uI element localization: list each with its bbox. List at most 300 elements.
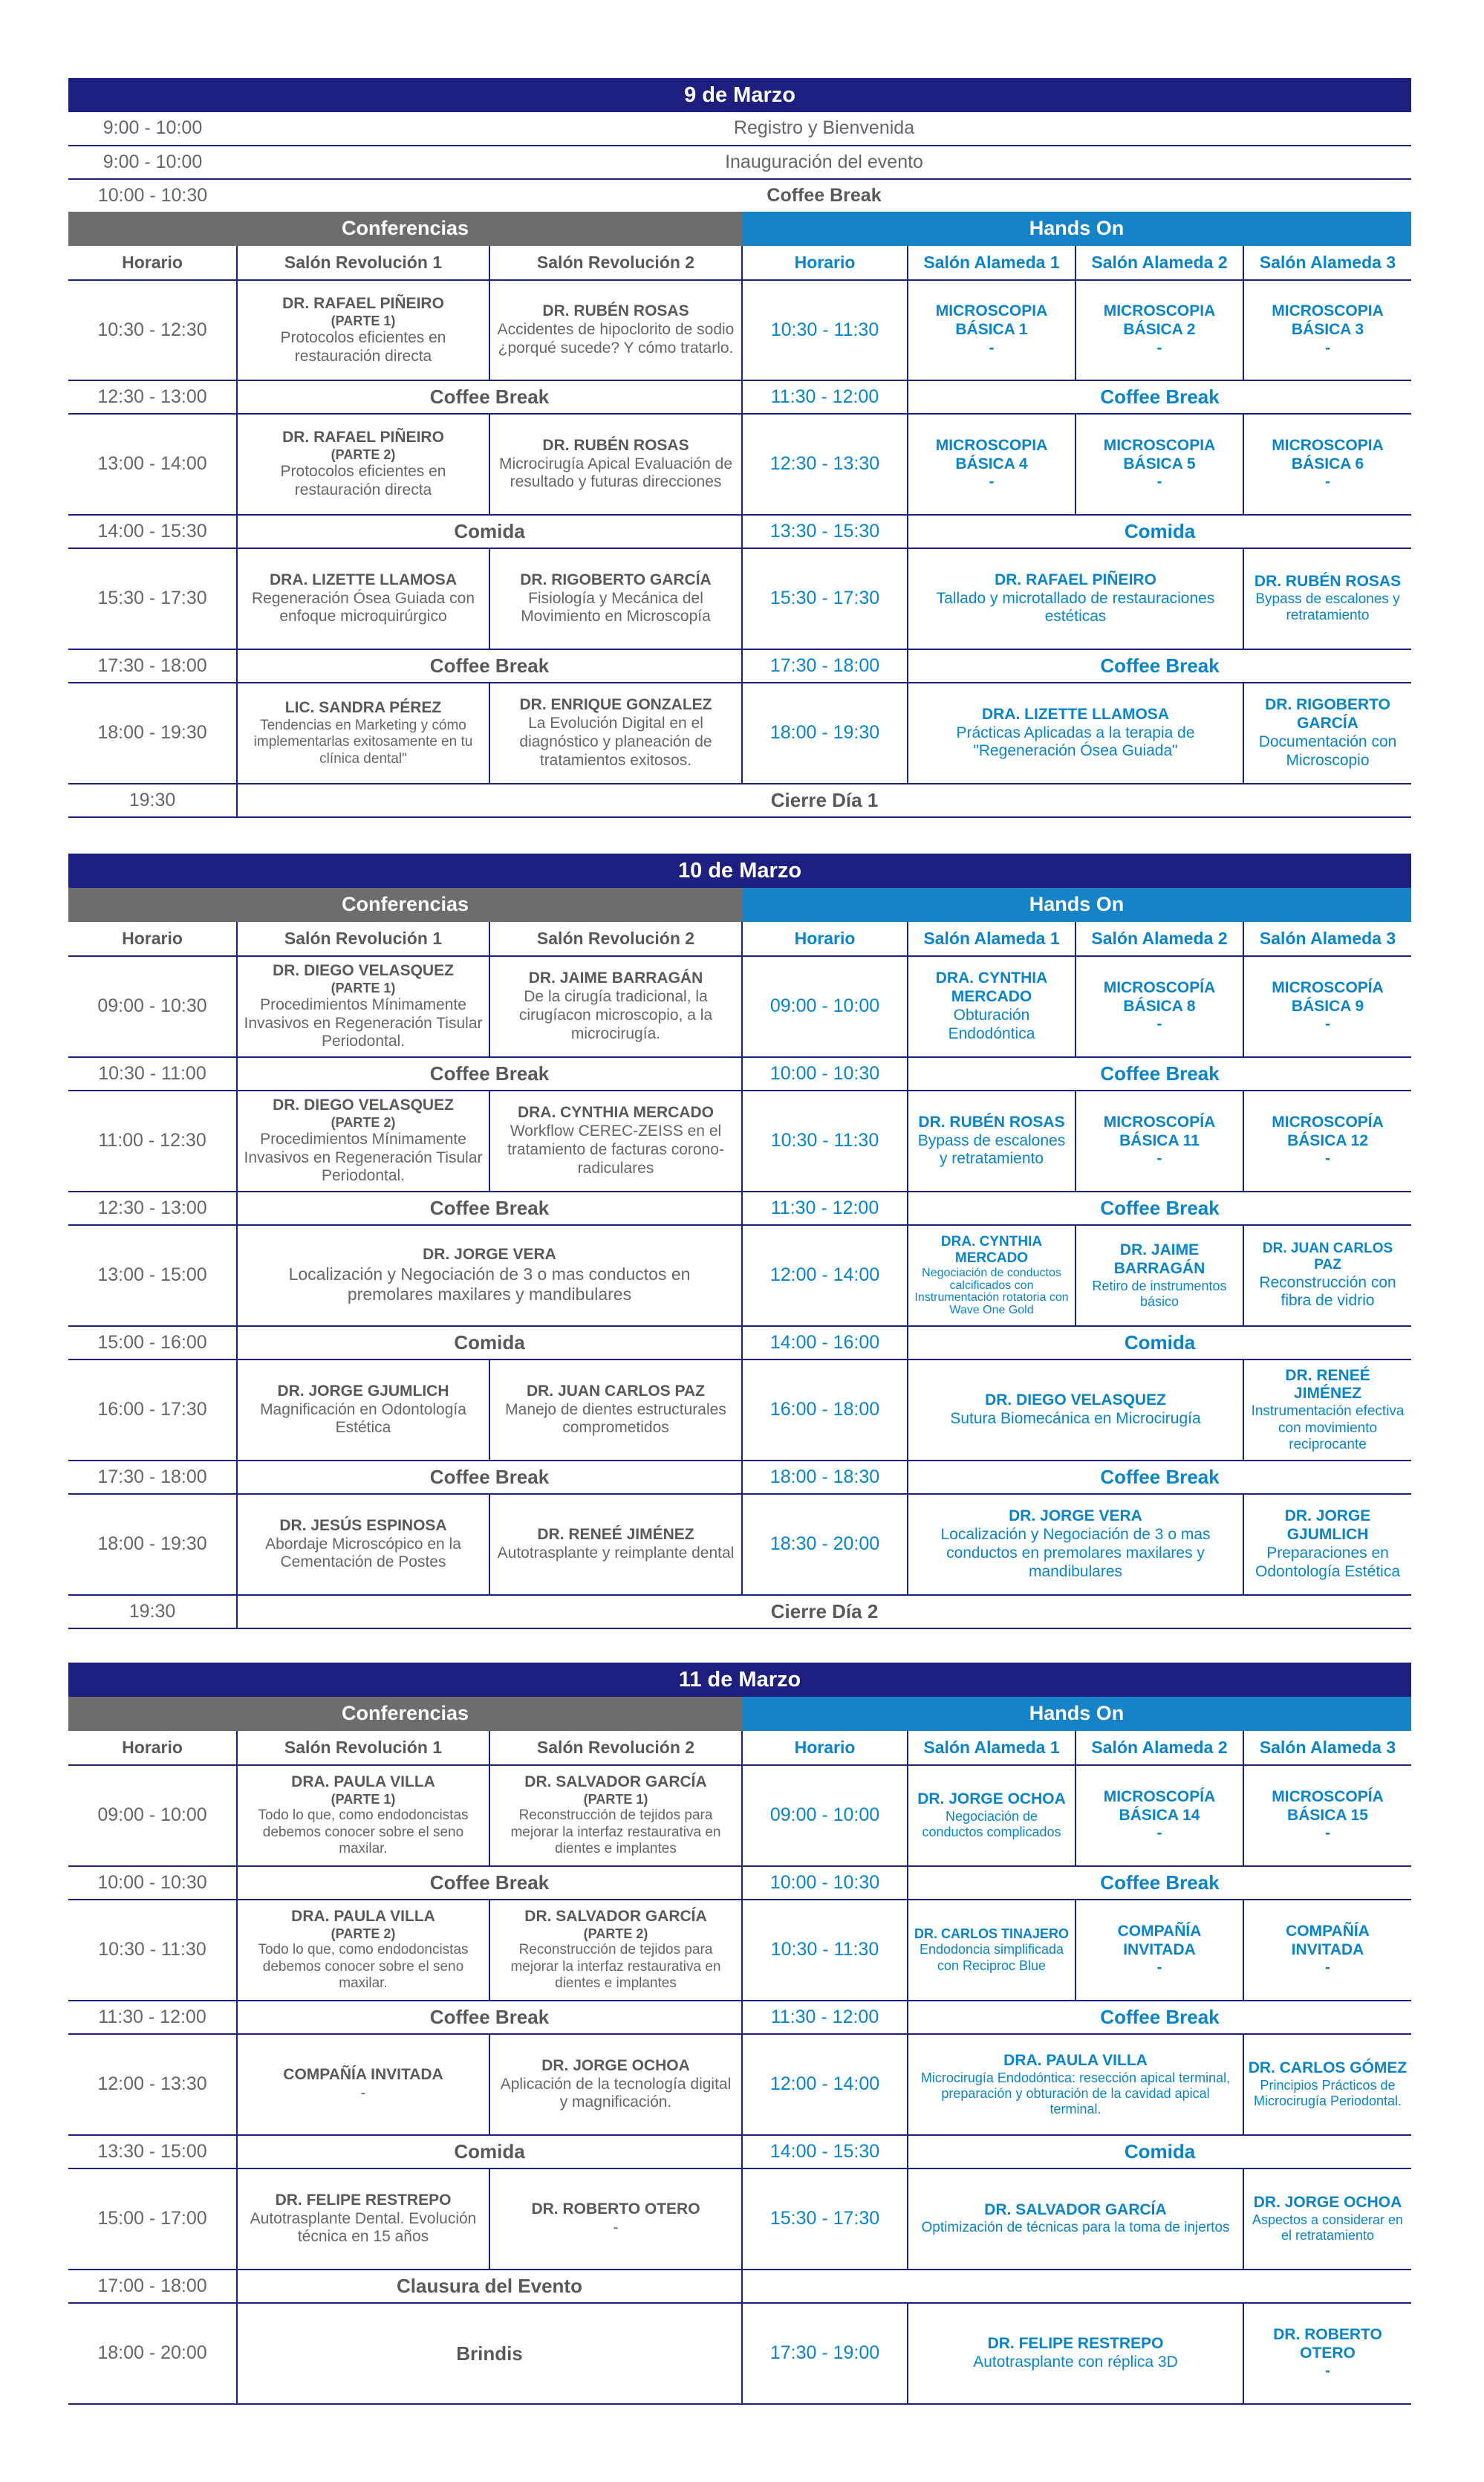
part-label: (PARTE 2)	[331, 1114, 396, 1130]
workshop-speaker: DRA. CYNTHIA MERCADO	[935, 969, 1048, 1006]
workshop-speaker: DR. CARLOS TINAJERO	[914, 1926, 1069, 1942]
speaker-name: DR. FELIPE RESTREPO	[275, 2191, 452, 2209]
session-cell	[237, 1765, 489, 1866]
time-cell: 17:00 - 18:00	[68, 2270, 237, 2303]
workshop-name: MICROSCOPÍA BÁSICA 15	[1272, 1787, 1384, 1824]
workshop-title: Sutura Biomecánica en Microcirugía	[950, 1410, 1201, 1427]
break-cell: Coffee Break	[237, 1866, 742, 1900]
part-label: (PARTE 1)	[583, 1792, 648, 1807]
time-cell: 10:30 - 11:00	[68, 1057, 237, 1091]
workshop-cell	[1243, 2034, 1411, 2135]
workshop-sub: -	[1325, 1016, 1331, 1033]
table-row	[68, 1091, 1411, 1192]
workshop-name: MICROSCOPÍA BÁSICA 14	[1103, 1787, 1216, 1824]
session-cell	[237, 956, 489, 1057]
workshop-cell	[1075, 1091, 1243, 1192]
workshop-cell	[1243, 683, 1411, 784]
workshop-speaker: DRA. LIZETTE LLAMOSA	[982, 705, 1169, 723]
speaker-name: COMPAÑÍA INVITADA	[283, 2066, 443, 2084]
session-title: Workflow CEREC-ZEISS en el tratamiento de facturas corono-radiculares	[507, 1123, 724, 1177]
session-cell	[237, 548, 489, 649]
workshop-sub: -	[1325, 1959, 1330, 1977]
time-cell: 11:00 - 12:30	[68, 1091, 237, 1192]
session-cell	[237, 414, 489, 515]
session-cell	[489, 2034, 742, 2135]
workshop-speaker: DRA. PAULA VILLA	[1003, 2051, 1148, 2069]
break-row	[68, 649, 1411, 683]
workshop-speaker: DR. JORGE GJUMLICH	[1284, 1507, 1371, 1544]
workshop-sub: -	[1325, 1150, 1331, 1168]
time-cell: 10:00 - 10:30	[97, 184, 208, 206]
workshop-sub: -	[1156, 1825, 1162, 1842]
session-title: La Evolución Digital en el diagnóstico y planeación de tratamientos exitosos.	[519, 715, 712, 769]
column-header: Salón Revolución 1	[237, 246, 489, 280]
session-title: Fisiología y Mecánica del Movimiento en Microscopía	[521, 589, 711, 626]
time-cell: 14:00 - 16:00	[742, 1326, 908, 1359]
workshop-title: -	[1325, 2362, 1330, 2380]
speaker-name: DR. JORGE GJUMLICH	[277, 1382, 449, 1400]
column-header: Salón Revolución 1	[237, 922, 489, 956]
workshop-speaker: DR. JORGE OCHOA	[917, 1790, 1066, 1808]
time-cell: 11:30 - 12:00	[742, 2001, 908, 2034]
speaker-name: DR. RAFAEL PIÑEIRO	[282, 294, 444, 312]
day-schedule-11-marzo	[68, 1663, 1411, 2405]
part-label: (PARTE 2)	[583, 1926, 648, 1942]
workshop-sub: -	[1156, 1959, 1162, 1977]
workshop-cell	[1075, 956, 1243, 1057]
speaker-name: DR. RAFAEL PIÑEIRO	[282, 429, 444, 446]
workshop-cell	[908, 2303, 1243, 2404]
column-header: Salón Alameda 2	[1075, 246, 1243, 280]
event-cell: Registro y Bienvenida	[237, 112, 1411, 146]
time-cell: 13:00 - 15:00	[68, 1225, 237, 1326]
workshop-sub: -	[989, 339, 995, 357]
workshop-sub: -	[1325, 1825, 1330, 1842]
column-header: Horario	[742, 1731, 908, 1765]
session-cell	[489, 2168, 742, 2270]
table-row	[68, 548, 1411, 649]
time-cell: 09:00 - 10:00	[742, 956, 908, 1057]
column-header: Salón Alameda 1	[908, 246, 1075, 280]
workshop-cell	[908, 1359, 1243, 1461]
break-row	[68, 1461, 1411, 1494]
session-title: Regeneración Ósea Guiada con enfoque microquirúrgico	[251, 589, 475, 626]
session-title: Accidentes de hipoclorito de sodio ¿porqué sucede? Y cómo tratarlo.	[497, 321, 735, 357]
time-cell: 15:30 - 17:30	[742, 548, 908, 649]
time-cell: 19:30	[68, 784, 237, 817]
table-row	[68, 956, 1411, 1057]
column-header: Horario	[68, 1731, 237, 1765]
part-label: (PARTE 1)	[331, 980, 396, 995]
workshop-speaker: DR. RUBÉN ROSAS	[1254, 573, 1402, 591]
workshop-title: Optimización de técnicas para la toma de injertos	[921, 2220, 1230, 2236]
speaker-name: DR. ROBERTO OTERO	[531, 2200, 700, 2218]
time-cell: 15:30 - 17:30	[742, 2168, 908, 2270]
time-cell: 11:30 - 12:00	[742, 1192, 908, 1225]
part-label: (PARTE 2)	[331, 1926, 396, 1942]
session-cell	[237, 2168, 489, 2270]
speaker-name: DRA. LIZETTE LLAMOSA	[270, 571, 457, 588]
break-cell: Coffee Break	[237, 1461, 742, 1494]
time-cell: 09:00 - 10:00	[68, 1765, 237, 1866]
workshop-title: Bypass de escalones y retratamiento	[917, 1131, 1066, 1168]
workshop-cell	[1243, 1225, 1411, 1326]
table-row	[68, 683, 1411, 784]
time-cell: 14:00 - 15:30	[68, 515, 237, 548]
time-cell: 10:30 - 11:30	[742, 1091, 908, 1192]
workshop-title: Instrumentación efectiva con movimiento reciprocante	[1251, 1403, 1405, 1452]
table-row	[68, 1494, 1411, 1595]
break-cell: Comida	[908, 515, 1411, 548]
time-cell: 10:30 - 11:30	[742, 280, 908, 380]
workshop-speaker: DR. DIEGO VELASQUEZ	[985, 1391, 1166, 1409]
speaker-name: DRA. PAULA VILLA	[291, 1773, 435, 1791]
break-row	[68, 515, 1411, 548]
time-cell: 13:30 - 15:30	[742, 515, 908, 548]
session-title: Todo lo que, como endodoncistas debemos conocer sobre el seno maxilar.	[258, 1942, 469, 1992]
time-cell: 15:00 - 17:00	[68, 2168, 237, 2270]
workshop-cell	[908, 1225, 1075, 1326]
table-row	[68, 280, 1411, 380]
workshop-cell	[908, 1765, 1075, 1866]
session-title: -	[613, 2219, 619, 2236]
time-cell: 16:00 - 18:00	[742, 1359, 908, 1461]
speaker-name: DR. JAIME BARRAGÁN	[528, 969, 703, 987]
workshop-speaker: DR. CARLOS GÓMEZ	[1248, 2059, 1407, 2077]
section-hands-on: Hands On	[742, 888, 1411, 922]
session-cell	[489, 1359, 742, 1461]
session-cell	[489, 280, 742, 380]
day-title: 10 de Marzo	[68, 854, 1411, 888]
workshop-cell	[908, 1494, 1243, 1595]
session-cell	[237, 2034, 489, 2135]
column-header: Salón Alameda 2	[1075, 1731, 1243, 1765]
workshop-name: MICROSCOPÍA BÁSICA 8	[1103, 978, 1216, 1015]
session-cell	[237, 1494, 489, 1595]
break-cell: Coffee Break	[237, 1192, 742, 1225]
break-cell: Coffee Break	[908, 1866, 1411, 1900]
time-cell: 17:30 - 18:00	[68, 1461, 237, 1494]
workshop-name: COMPAÑÍA INVITADA	[1117, 1922, 1202, 1958]
break-row	[68, 1326, 1411, 1359]
column-header: Salón Alameda 3	[1243, 246, 1411, 280]
workshop-name: MICROSCOPIA BÁSICA 6	[1272, 436, 1384, 472]
workshop-speaker: DR. JORGE VERA	[1009, 1507, 1142, 1525]
break-cell: Coffee Break	[237, 2001, 742, 2034]
break-cell: Coffee Break	[908, 649, 1411, 683]
session-cell	[489, 1091, 742, 1192]
break-cell: Coffee Break	[237, 1057, 742, 1091]
session-title: -	[360, 2085, 366, 2102]
time-cell: 12:30 - 13:00	[68, 380, 237, 414]
section-conferencias: Conferencias	[68, 212, 742, 246]
workshop-cell	[908, 956, 1075, 1057]
table-row	[68, 1359, 1411, 1461]
speaker-name: DR. RUBÉN ROSAS	[542, 302, 689, 320]
workshop-name: MICROSCOPÍA BÁSICA 11	[1103, 1113, 1216, 1149]
workshop-title: Bypass de escalones y retratamiento	[1255, 591, 1400, 624]
empty-cell	[742, 2270, 1411, 2303]
workshop-cell	[1075, 1765, 1243, 1866]
workshop-title: Endodoncia simplificada con Reciproc Blue	[919, 1942, 1064, 1973]
time-cell: 11:30 - 12:00	[742, 380, 908, 414]
workshop-speaker: DR. JAIME BARRAGÁN	[1113, 1241, 1205, 1277]
table-row	[68, 414, 1411, 515]
workshop-title: Negociación de conductos calcificados con Instrumentación rotatoria con Wave One Gold	[914, 1266, 1069, 1317]
speaker-name: DR. SALVADOR GARCÍA	[524, 1773, 707, 1791]
time-cell: 17:30 - 19:00	[742, 2303, 908, 2404]
column-header: Salón Revolución 2	[489, 1731, 742, 1765]
part-label: (PARTE 2)	[331, 447, 396, 462]
time-cell: 12:30 - 13:30	[742, 414, 908, 515]
time-cell: 18:30 - 20:00	[742, 1494, 908, 1595]
time-cell: 10:30 - 12:30	[68, 280, 237, 380]
workshop-name: MICROSCOPIA BÁSICA 2	[1103, 302, 1216, 339]
workshop-cell	[1243, 1359, 1411, 1461]
workshop-cell	[908, 683, 1243, 784]
coffee-break-cell: Coffee Break	[767, 184, 882, 206]
workshop-cell	[1243, 1091, 1411, 1192]
time-cell: 19:30	[68, 1595, 237, 1628]
speaker-name: DR. DIEGO VELASQUEZ	[273, 961, 454, 979]
section-hands-on: Hands On	[742, 1697, 1411, 1731]
workshop-cell	[1243, 1900, 1411, 2001]
workshop-cell	[1243, 1765, 1411, 1866]
table-row	[68, 1765, 1411, 1866]
time-cell: 09:00 - 10:00	[742, 1765, 908, 1866]
column-header: Horario	[742, 922, 908, 956]
session-cell	[237, 683, 489, 784]
workshop-cell	[908, 1900, 1075, 2001]
session-cell	[489, 1900, 742, 2001]
section-hands-on: Hands On	[742, 212, 1411, 246]
column-header: Salón Revolución 2	[489, 922, 742, 956]
workshop-sub: -	[1325, 473, 1331, 491]
section-conferencias: Conferencias	[68, 888, 742, 922]
workshop-cell	[1243, 956, 1411, 1057]
session-cell	[237, 1359, 489, 1461]
break-cell: Comida	[237, 2135, 742, 2168]
part-label: (PARTE 1)	[331, 313, 396, 328]
column-header: Salón Alameda 1	[908, 1731, 1075, 1765]
time-cell: 10:30 - 11:30	[68, 1900, 237, 2001]
time-cell: 12:00 - 14:00	[742, 1225, 908, 1326]
time-cell: 11:30 - 12:00	[68, 2001, 237, 2034]
time-cell: 09:00 - 10:30	[68, 956, 237, 1057]
time-cell: 16:00 - 17:30	[68, 1359, 237, 1461]
column-header: Salón Alameda 3	[1243, 922, 1411, 956]
column-header: Horario	[68, 922, 237, 956]
workshop-cell	[908, 2034, 1243, 2135]
session-title: Localización y Negociación de 3 o mas conductos en premolares maxilares y mandibulares	[288, 1264, 691, 1305]
workshop-cell	[908, 414, 1075, 515]
speaker-name: DR. SALVADOR GARCÍA	[524, 1908, 707, 1926]
workshop-speaker: DR. FELIPE RESTREPO	[987, 2335, 1164, 2353]
workshop-name: MICROSCOPÍA BÁSICA 12	[1272, 1113, 1384, 1149]
workshop-title: Aspectos a considerar en el retratamiento	[1252, 2212, 1404, 2244]
workshop-cell	[1243, 2168, 1411, 2270]
workshop-speaker: DR. JORGE OCHOA	[1253, 2194, 1402, 2212]
time-cell: 12:30 - 13:00	[68, 1192, 237, 1225]
break-row	[68, 2001, 1411, 2034]
break-row	[68, 2135, 1411, 2168]
workshop-name: COMPAÑÍA INVITADA	[1286, 1922, 1370, 1958]
clausura-cell: Clausura del Evento	[237, 2270, 742, 2303]
table-row	[68, 2303, 1411, 2404]
workshop-sub: -	[1156, 1150, 1162, 1168]
table-row	[68, 2168, 1411, 2270]
session-title: Abordaje Microscópico en la Cementación de Postes	[265, 1535, 461, 1571]
workshop-cell	[908, 548, 1243, 649]
session-title: Autotrasplante Dental. Evolución técnica en 15 años	[250, 2209, 477, 2246]
speaker-name: DRA. PAULA VILLA	[291, 1908, 435, 1926]
closing-row	[68, 784, 1411, 817]
session-title: Tendencias en Marketing y cómo implementarlas exitosamente en tu clínica dental"	[253, 717, 473, 767]
workshop-title: Reconstrucción con fibra de vidrio	[1259, 1273, 1396, 1310]
workshop-title: Autotrasplante con réplica 3D	[973, 2353, 1178, 2371]
workshop-cell	[1075, 280, 1243, 380]
workshop-cell	[1075, 414, 1243, 515]
time-cell: 15:00 - 16:00	[68, 1326, 237, 1359]
day-schedule-10-marzo	[68, 854, 1411, 1629]
time-cell: 10:30 - 11:30	[742, 1900, 908, 2001]
session-title: Aplicación de la tecnología digital y magnificación.	[500, 2075, 732, 2111]
workshop-sub: -	[989, 473, 995, 491]
column-header: Horario	[742, 246, 908, 280]
time-cell: 10:00 - 10:30	[742, 1057, 908, 1091]
time-cell: 18:00 - 20:00	[68, 2303, 237, 2404]
session-title: De la cirugía tradicional, la cirugíacon microscopio, a la microcirugía.	[518, 988, 713, 1042]
column-header: Salón Revolución 2	[489, 246, 742, 280]
workshop-title: Principios Prácticos de Microcirugía Periodontal.	[1253, 2078, 1402, 2109]
workshop-cell	[908, 280, 1075, 380]
workshop-title: Localización y Negociación de 3 o mas conductos en premolares maxilares y mandibulares	[940, 1526, 1211, 1580]
workshop-title: Preparaciones en Odontología Estética	[1255, 1544, 1401, 1580]
session-cell	[489, 683, 742, 784]
break-row	[68, 1866, 1411, 1900]
closing-cell: Cierre Día 1	[237, 784, 1411, 817]
column-header: Horario	[68, 246, 237, 280]
time-cell: 10:00 - 10:30	[742, 1866, 908, 1900]
workshop-cell	[1075, 1900, 1243, 2001]
break-cell: Comida	[237, 1326, 742, 1359]
time-cell: 12:00 - 14:00	[742, 2034, 908, 2135]
session-title: Reconstrucción de tejidos para mejorar la interfaz restaurativa en dientes e implantes	[510, 1807, 721, 1857]
time-cell: 17:30 - 18:00	[742, 649, 908, 683]
day-schedule-9-marzo	[68, 78, 1411, 818]
session-cell	[489, 1765, 742, 1866]
workshop-speaker: DR. RIGOBERTO GARCÍA	[1265, 696, 1390, 732]
session-title: Protocolos eficientes en restauración directa	[280, 463, 446, 498]
speaker-name: LIC. SANDRA PÉREZ	[284, 699, 442, 716]
speaker-name: DR. JUAN CARLOS PAZ	[527, 1382, 705, 1400]
brindis-cell: Brindis	[237, 2303, 742, 2404]
break-cell: Coffee Break	[237, 380, 742, 414]
workshop-cell	[1075, 1225, 1243, 1326]
break-cell: Comida	[908, 1326, 1411, 1359]
speaker-name: DR. JORGE VERA	[423, 1246, 556, 1264]
workshop-title: Prácticas Aplicadas a la terapia de "Regeneración Ósea Guiada"	[956, 724, 1195, 760]
time-cell: 15:30 - 17:30	[68, 548, 237, 649]
session-cell	[489, 1494, 742, 1595]
session-title: Protocolos eficientes en restauración directa	[280, 328, 446, 365]
workshop-name: MICROSCOPIA BÁSICA 3	[1272, 302, 1384, 339]
day-title: 9 de Marzo	[68, 78, 1411, 112]
speaker-name: DRA. CYNTHIA MERCADO	[517, 1104, 715, 1122]
speaker-name: DR. RIGOBERTO GARCÍA	[520, 571, 712, 588]
break-cell: Coffee Break	[237, 649, 742, 683]
workshop-speaker: DR. RENEÉ JIMÉNEZ	[1285, 1366, 1370, 1403]
workshop-cell	[1243, 414, 1411, 515]
workshop-speaker: DR. ROBERTO OTERO	[1273, 2325, 1382, 2362]
workshop-title: Tallado y microtallado de restauraciones estéticas	[936, 589, 1215, 626]
workshop-cell	[1243, 2303, 1411, 2404]
section-conferencias: Conferencias	[68, 1697, 742, 1731]
session-title: Microcirugía Apical Evaluación de resultado y futuras direcciones	[499, 455, 732, 491]
workshop-title: Negociación de conductos complicados	[922, 1809, 1061, 1840]
session-cell	[237, 1225, 742, 1326]
workshop-cell	[1243, 280, 1411, 380]
workshop-cell	[908, 2168, 1243, 2270]
workshop-sub: -	[1156, 473, 1162, 491]
speaker-name: DR. RENEÉ JIMÉNEZ	[537, 1526, 694, 1544]
time-cell: 9:00 - 10:00	[68, 146, 237, 179]
part-label: (PARTE 1)	[331, 1792, 396, 1807]
session-cell	[489, 414, 742, 515]
session-title: Manejo de dientes estructurales comprometidos	[505, 1400, 726, 1437]
session-cell	[489, 548, 742, 649]
clausura-row	[68, 2270, 1411, 2303]
time-cell: 14:00 - 15:30	[742, 2135, 908, 2168]
closing-cell: Cierre Día 2	[237, 1595, 1411, 1628]
time-cell: 12:00 - 13:30	[68, 2034, 237, 2135]
workshop-cell	[908, 1091, 1075, 1192]
break-cell: Comida	[908, 2135, 1411, 2168]
time-cell: 13:00 - 14:00	[68, 414, 237, 515]
column-header: Salón Revolución 1	[237, 1731, 489, 1765]
session-title: Autotrasplante y reimplante dental	[497, 1544, 735, 1562]
workshop-sub: -	[1156, 1016, 1162, 1033]
workshop-name: MICROSCOPIA BÁSICA 1	[935, 302, 1048, 339]
closing-row	[68, 1595, 1411, 1628]
column-header: Salón Alameda 3	[1243, 1731, 1411, 1765]
workshop-cell	[1243, 1494, 1411, 1595]
time-cell: 18:00 - 19:30	[68, 683, 237, 784]
workshop-speaker: DRA. CYNTHIA MERCADO	[940, 1234, 1043, 1267]
table-row	[68, 1900, 1411, 2001]
session-title: Procedimientos Mínimamente Invasivos en Regeneración Tisular Periodontal.	[244, 995, 483, 1050]
table-row	[68, 1225, 1411, 1326]
workshop-name: MICROSCOPÍA BÁSICA 9	[1272, 978, 1384, 1015]
session-cell	[237, 280, 489, 380]
time-cell: 9:00 - 10:00	[68, 112, 237, 146]
break-cell: Coffee Break	[908, 1192, 1411, 1225]
time-cell: 10:00 - 10:30	[68, 1866, 237, 1900]
time-cell: 18:00 - 19:30	[68, 1494, 237, 1595]
time-cell: 17:30 - 18:00	[68, 649, 237, 683]
workshop-name: MICROSCOPIA BÁSICA 4	[935, 436, 1048, 472]
break-row	[68, 1057, 1411, 1091]
table-row	[68, 2034, 1411, 2135]
column-header: Salón Alameda 2	[1075, 922, 1243, 956]
break-cell: Coffee Break	[908, 2001, 1411, 2034]
time-cell: 18:00 - 19:30	[742, 683, 908, 784]
speaker-name: DR. JORGE OCHOA	[541, 2056, 690, 2074]
workshop-title: Documentación con Microscopio	[1258, 733, 1397, 769]
speaker-name: DR. RUBÉN ROSAS	[542, 436, 689, 454]
speaker-name: DR. DIEGO VELASQUEZ	[273, 1096, 454, 1114]
session-cell	[237, 1900, 489, 2001]
